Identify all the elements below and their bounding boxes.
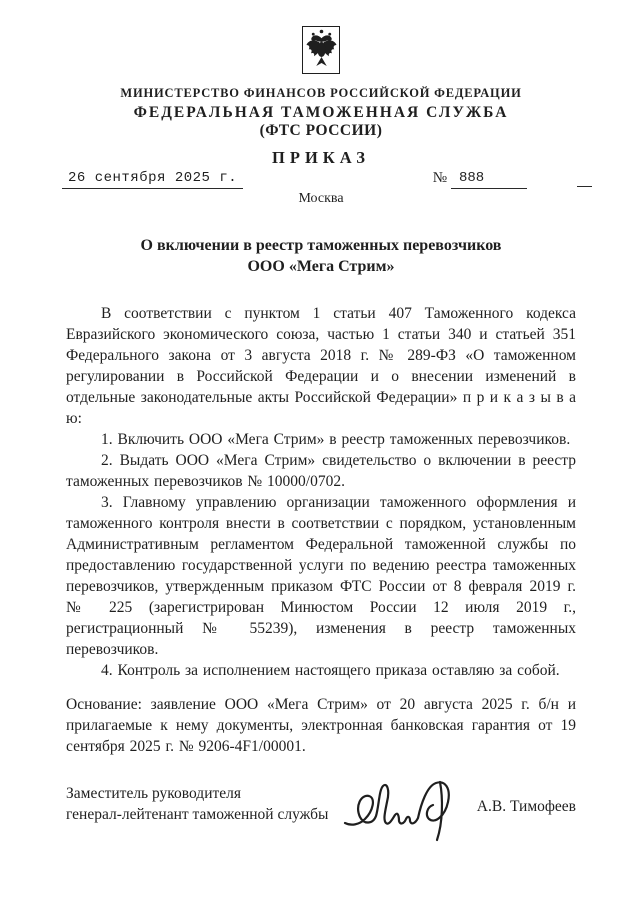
coat-of-arms-icon	[302, 26, 340, 74]
signer-name: А.В. Тимофеев	[476, 798, 576, 815]
signature-block	[66, 783, 576, 853]
document-number-group	[433, 170, 592, 189]
signer-position-line-1: Заместитель руководителя	[66, 785, 242, 802]
document-number: 888	[451, 170, 527, 189]
document-date: 26 сентября 2025 г.	[62, 170, 243, 189]
document-type-heading: ПРИКАЗ	[272, 148, 370, 167]
signature-icon	[343, 774, 469, 844]
document-title-line-2: ООО «Мега Стрим»	[247, 258, 395, 275]
document-body	[66, 303, 576, 757]
date-number-row	[66, 170, 576, 189]
agency-name: ФЕДЕРАЛЬНАЯ ТАМОЖЕННАЯ СЛУЖБА	[133, 104, 509, 121]
emblem-container	[66, 26, 576, 79]
number-blank-line	[577, 170, 592, 187]
order-item-1: 1. Включить ООО «Мега Стрим» в реестр таможенных перевозчиков.	[101, 431, 571, 448]
number-sign: №	[432, 170, 447, 186]
document-title	[66, 235, 576, 277]
order-item-4: 4. Контроль за исполнением настоящего приказа оставляю за собой.	[101, 662, 560, 679]
ministry-name: МИНИСТЕРСТВО ФИНАНСОВ РОССИЙСКОЙ ФЕДЕРАЦИИ	[120, 86, 522, 100]
order-item-2: 2. Выдать ООО «Мега Стрим» свидетельство о включении в реестр таможенных перевозчиков № 10000/0702.	[66, 452, 576, 490]
order-item-3: 3. Главному управлению организации таможенного оформления и таможенного контроля внести в соответствии с порядком, установленным Административным регламентом Федеральной таможенной службы по предоставлению государственной услуги по ведению реестра таможенных перевозчиков, утвержденным приказом ФТС России от 8 февраля 2019 г. № 225 (зарегистрирован Минюстом России 12 июля 2019 г., регистрационный № 55239), изменения в реестр таможенных перевозчиков.	[66, 494, 576, 658]
city-label: Москва	[298, 191, 344, 206]
document-title-line-1: О включении в реестр таможенных перевозчиков	[140, 237, 502, 254]
order-preamble: В соответствии с пунктом 1 статьи 407 Таможенного кодекса Евразийского экономического союза, частью 1 статьи 340 и статьей 351 Федерального закона от 3 августа 2018 г. № 289-ФЗ «О таможенном регулировании в Российской Федерации и о внесении изменений в отдельные законодательные акты Российской Федерации» п р и к а з ы в а ю:	[66, 305, 576, 427]
signer-position-line-2: генерал-лейтенант таможенной службы	[66, 806, 329, 823]
agency-abbreviation: (ФТС РОССИИ)	[259, 122, 383, 139]
basis-paragraph: Основание: заявление ООО «Мега Стрим» от 20 августа 2025 г. б/н и прилагаемые к нему документы, электронная банковская гарантия от 19 сентября 2025 г. № 9206-4F1/00001.	[66, 696, 576, 755]
